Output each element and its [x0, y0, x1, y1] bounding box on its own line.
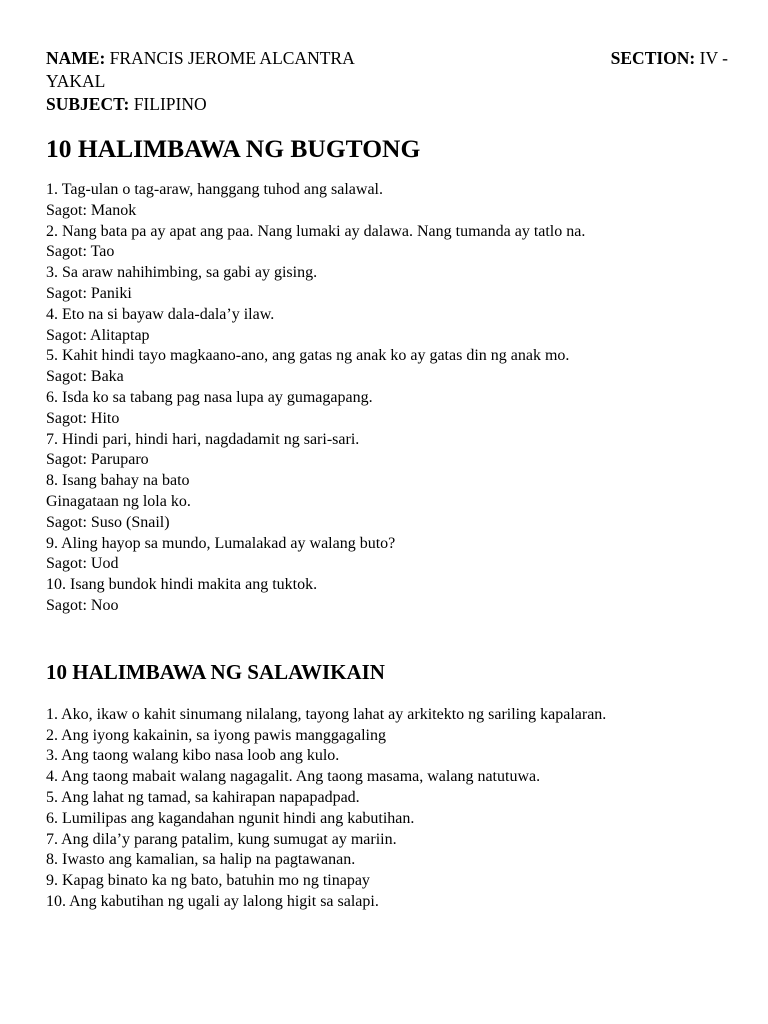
bugtong-line: 2. Nang bata pa ay apat ang paa. Nang lumaki ay dalawa. Nang tumanda ay tatlo na.	[46, 222, 586, 240]
subject-label: SUBJECT:	[46, 94, 130, 114]
salawikain-line: 8. Iwasto ang kamalian, sa halip na pagtawanan.	[46, 851, 356, 869]
salawikain-line: 9. Kapag binato ka ng bato, batuhin mo ng tinapay	[46, 872, 370, 890]
name-label: NAME:	[46, 48, 106, 68]
bugtong-line: Sagot: Hito	[46, 409, 120, 427]
salawikain-line: 2. Ang iyong kakainin, sa iyong pawis manggagaling	[46, 726, 386, 744]
bugtong-line: 8. Isang bahay na bato	[46, 472, 190, 490]
bugtong-line: 9. Aling hayop sa mundo, Lumalakad ay walang buto?	[46, 534, 396, 552]
bugtong-line: Ginagataan ng lola ko.	[46, 492, 191, 510]
bugtong-line: 6. Isda ko sa tabang pag nasa lupa ay gumagapang.	[46, 388, 373, 406]
salawikain-heading: 10 HALIMBAWA NG SALAWIKAIN	[46, 659, 385, 684]
section-label: SECTION:	[610, 48, 696, 68]
section-field	[611, 47, 728, 70]
salawikain-line: 3. Ang taong walang kibo nasa loob ang kulo.	[46, 747, 340, 765]
bugtong-line: 10. Isang bundok hindi makita ang tuktok.	[46, 576, 318, 594]
bugtong-line: Sagot: Paniki	[46, 284, 132, 302]
name-value: FRANCIS JEROME ALCANTRA	[109, 48, 355, 68]
subject-value: FILIPINO	[133, 94, 207, 114]
subject-field	[46, 93, 728, 116]
bugtong-line: 5. Kahit hindi tayo magkaano-ano, ang gatas ng anak ko ay gatas din ng anak mo.	[46, 347, 570, 365]
name-field	[46, 47, 355, 70]
salawikain-list	[46, 705, 728, 913]
salawikain-line: 5. Ang lahat ng tamad, sa kahirapan napapadpad.	[46, 788, 360, 806]
bugtong-line: 3. Sa araw nahihimbing, sa gabi ay gising.	[46, 264, 318, 282]
salawikain-line: 10. Ang kabutihan ng ugali ay lalong higit sa salapi.	[46, 892, 379, 910]
name-section-row	[46, 47, 728, 70]
name-continued: YAKAL	[46, 71, 106, 91]
salawikain-line: 4. Ang taong mabait walang nagagalit. Ang taong masama, walang natutuwa.	[46, 768, 541, 786]
section-value: IV -	[699, 48, 728, 68]
bugtong-line: Sagot: Paruparo	[46, 451, 149, 469]
document-page	[46, 47, 728, 913]
bugtong-line: Sagot: Tao	[46, 243, 115, 261]
salawikain-line: 1. Ako, ikaw o kahit sinumang nilalang, tayong lahat ay arkitekto ng sariling kapalaran.	[46, 705, 607, 723]
bugtong-line: Sagot: Baka	[46, 368, 124, 386]
bugtong-line: 7. Hindi pari, hindi hari, nagdadamit ng sari-sari.	[46, 430, 360, 448]
salawikain-line: 7. Ang dila’y parang patalim, kung sumugat ay mariin.	[46, 830, 397, 848]
bugtong-line: Sagot: Uod	[46, 555, 119, 573]
bugtong-line: Sagot: Manok	[46, 201, 137, 219]
bugtong-line: Sagot: Noo	[46, 596, 119, 614]
bugtong-line: 4. Eto na si bayaw dala-dala’y ilaw.	[46, 305, 275, 323]
bugtong-heading: 10 HALIMBAWA NG BUGTONG	[46, 134, 421, 163]
bugtong-line: 1. Tag-ulan o tag-araw, hanggang tuhod ang salawal.	[46, 181, 383, 198]
salawikain-line: 6. Lumilipas ang kagandahan ngunit hindi ang kabutihan.	[46, 809, 415, 827]
bugtong-line: Sagot: Alitaptap	[46, 326, 150, 344]
bugtong-list	[46, 180, 728, 617]
bugtong-line: Sagot: Suso (Snail)	[46, 513, 170, 531]
